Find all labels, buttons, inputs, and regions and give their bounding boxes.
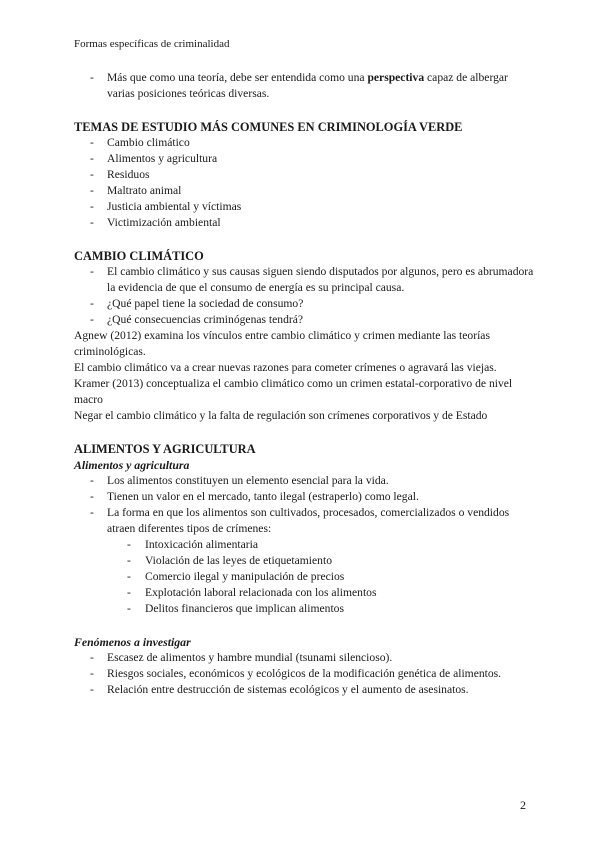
sublist-item: - Explotación laboral relacionada con los alimentos [74, 585, 534, 601]
list-item: - Maltrato animal [74, 183, 534, 199]
list-item: - Los alimentos constituyen un elemento esencial para la vida. [74, 473, 534, 489]
list-item: - El cambio climático y sus causas siguen siendo disputados por algunos, pero es abrumadora la evidencia de que el consumo de energía es su principal causa. [74, 264, 534, 296]
intro-text-before: Más que como una teoría, debe ser entendida como una [107, 71, 368, 84]
fenomenos-subheading: Fenómenos a investigar [74, 635, 191, 649]
intro-item [74, 70, 534, 102]
paragraph: El cambio climático va a crear nuevas razones para cometer crímenes o agravará las viejas. [74, 361, 497, 374]
paragraph: Negar el cambio climático y la falta de regulación son crímenes corporativos y de Estado [74, 409, 488, 422]
running-header: Formas específicas de criminalidad [74, 38, 230, 50]
sublist-item: - Intoxicación alimentaria [74, 537, 534, 553]
list-item: - Alimentos y agricultura [74, 151, 534, 167]
intro-list [74, 70, 534, 102]
intro-bold-term: perspectiva [367, 71, 425, 84]
alimentos-list [74, 473, 534, 537]
temas-list [74, 135, 534, 231]
list-item: - La forma en que los alimentos son cultivados, procesados, comercializados o vendidos atraen diferentes tipos de crímenes: [74, 505, 534, 537]
alimentos-heading: ALIMENTOS Y AGRICULTURA [74, 442, 256, 456]
sublist-item: - Delitos financieros que implican alimentos [74, 601, 534, 617]
cambio-list [74, 264, 534, 328]
page-content [74, 70, 534, 698]
page-number: 2 [520, 798, 526, 812]
list-item: - Cambio climático [74, 135, 534, 151]
cambio-heading: CAMBIO CLIMÁTICO [74, 249, 204, 263]
list-item: - Escasez de alimentos y hambre mundial (tsunami silencioso). [74, 650, 534, 666]
paragraph: Agnew (2012) examina los vínculos entre cambio climático y crimen mediante las teorías criminológicas. [74, 329, 490, 358]
list-item: - ¿Qué consecuencias criminógenas tendrá? [74, 312, 534, 328]
list-item: - Tienen un valor en el mercado, tanto ilegal (estraperlo) como legal. [74, 489, 534, 505]
sublist-item: - Comercio ilegal y manipulación de precios [74, 569, 534, 585]
alimentos-subheading: Alimentos y agricultura [74, 458, 190, 472]
intro-text-after: capaz de albergar varias posiciones teóricas diversas. [107, 71, 508, 100]
list-item: - Riesgos sociales, económicos y ecológicos de la modificación genética de alimentos. [74, 666, 534, 682]
temas-heading: TEMAS DE ESTUDIO MÁS COMUNES EN CRIMINOLOGÍA VERDE [74, 120, 463, 134]
list-item: - Justicia ambiental y víctimas [74, 199, 534, 215]
list-item: - Victimización ambiental [74, 215, 534, 231]
fenomenos-list [74, 650, 534, 698]
list-item: - Residuos [74, 167, 534, 183]
sublist-item: - Violación de las leyes de etiquetamiento [74, 553, 534, 569]
list-item: - ¿Qué papel tiene la sociedad de consumo? [74, 296, 534, 312]
list-item: - Relación entre destrucción de sistemas ecológicos y el aumento de asesinatos. [74, 682, 534, 698]
crimes-sublist [74, 537, 534, 617]
paragraph: Kramer (2013) conceptualiza el cambio climático como un crimen estatal-corporativo de nivel macro [74, 377, 513, 406]
